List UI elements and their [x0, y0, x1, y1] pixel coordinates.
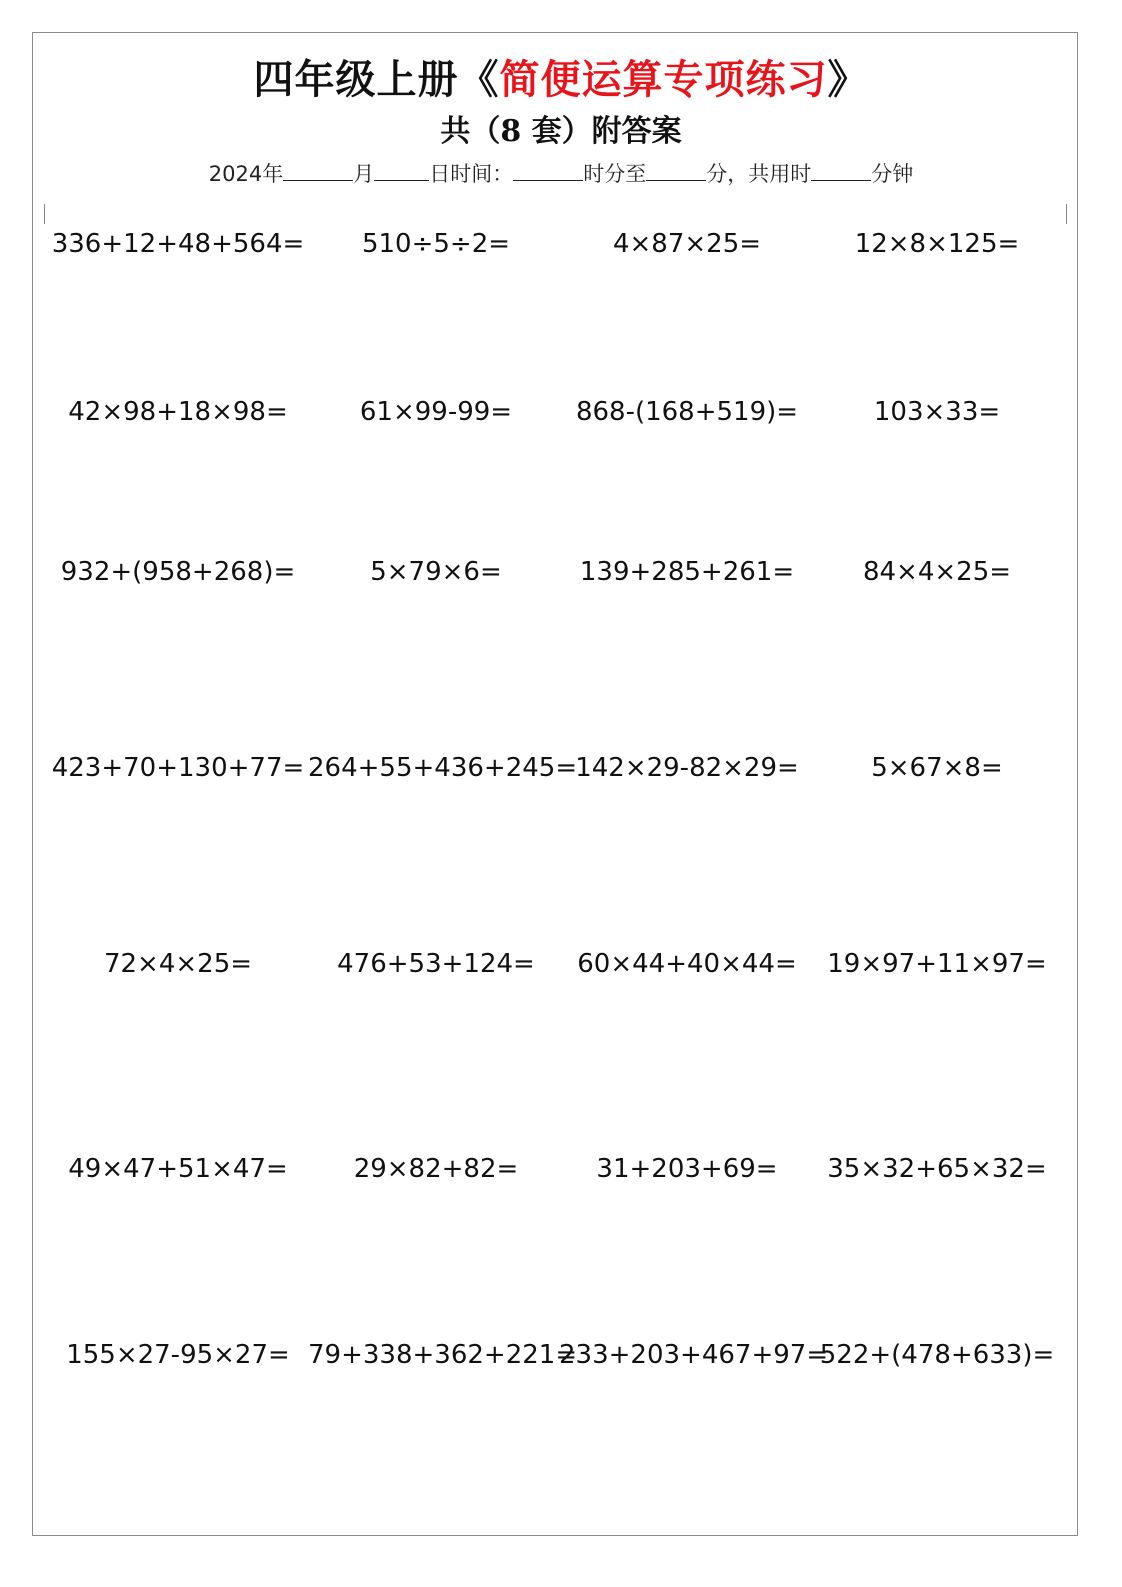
day-time-label: 日时间：: [429, 162, 514, 186]
problem-r1-c3: 4×87×25=: [612, 229, 762, 259]
date-time-line: [0, 158, 1122, 189]
problem-r6-c4: 35×32+65×32=: [827, 1154, 1047, 1184]
problem-r7-c3: 233+203+467+97=: [559, 1340, 829, 1370]
title-suffix: 》: [827, 56, 869, 103]
problem-r5-c2: 476+53+124=: [337, 949, 535, 979]
problem-r5-c1: 72×4×25=: [103, 949, 253, 979]
title-prefix: 四年级上册《: [253, 56, 500, 103]
left-margin-mark: [44, 204, 45, 224]
day-blank[interactable]: [374, 158, 429, 181]
problem-r1-c4: 12×8×125=: [854, 229, 1020, 259]
problem-r5-c3: 60×44+40×44=: [577, 949, 797, 979]
problem-r5-c4: 19×97+11×97=: [827, 949, 1047, 979]
end-time-blank[interactable]: [646, 158, 706, 181]
problem-r4-c1: 423+70+130+77=: [51, 753, 305, 783]
minutes-label: 分钟: [871, 162, 914, 186]
problem-r2-c4: 103×33=: [873, 397, 1001, 427]
title-highlight: 简便运算专项练习: [499, 56, 828, 103]
problem-r6-c3: 31+203+69=: [596, 1154, 778, 1184]
problem-r1-c2: 510÷5÷2=: [361, 229, 511, 259]
problem-r7-c2: 79+338+362+221=: [308, 1340, 578, 1370]
problem-r1-c1: 336+12+48+564=: [51, 229, 305, 259]
problem-r6-c2: 29×82+82=: [353, 1154, 519, 1184]
problem-r4-c2: 264+55+436+245=: [308, 753, 578, 783]
duration-blank[interactable]: [811, 158, 871, 181]
problem-r3-c3: 139+285+261=: [579, 557, 795, 587]
problem-r7-c4: 522+(478+633)=: [819, 1340, 1055, 1370]
problem-r3-c1: 932+(958+268)=: [60, 557, 296, 587]
problem-r2-c2: 61×99-99=: [359, 397, 513, 427]
month-label: 月: [353, 162, 375, 186]
min-total-label: 分，共用时: [706, 162, 812, 186]
month-blank[interactable]: [283, 158, 353, 181]
worksheet-subtitle: 共（8 套）附答案: [440, 114, 682, 149]
problem-r4-c3: 142×29-82×29=: [575, 753, 799, 783]
start-hour-blank[interactable]: [513, 158, 583, 181]
problem-r7-c1: 155×27-95×27=: [66, 1340, 290, 1370]
year-label: 2024年: [208, 162, 284, 186]
worksheet-title: [0, 52, 1122, 108]
problem-r3-c4: 84×4×25=: [862, 557, 1012, 587]
problem-r2-c3: 868-(168+519)=: [575, 397, 799, 427]
problem-r2-c1: 42×98+18×98=: [68, 397, 288, 427]
right-margin-mark: [1066, 204, 1067, 224]
problem-r6-c1: 49×47+51×47=: [68, 1154, 288, 1184]
problem-r3-c2: 5×79×6=: [370, 557, 502, 587]
hour-min-to-label: 时分至: [583, 162, 647, 186]
problem-r4-c4: 5×67×8=: [871, 753, 1003, 783]
